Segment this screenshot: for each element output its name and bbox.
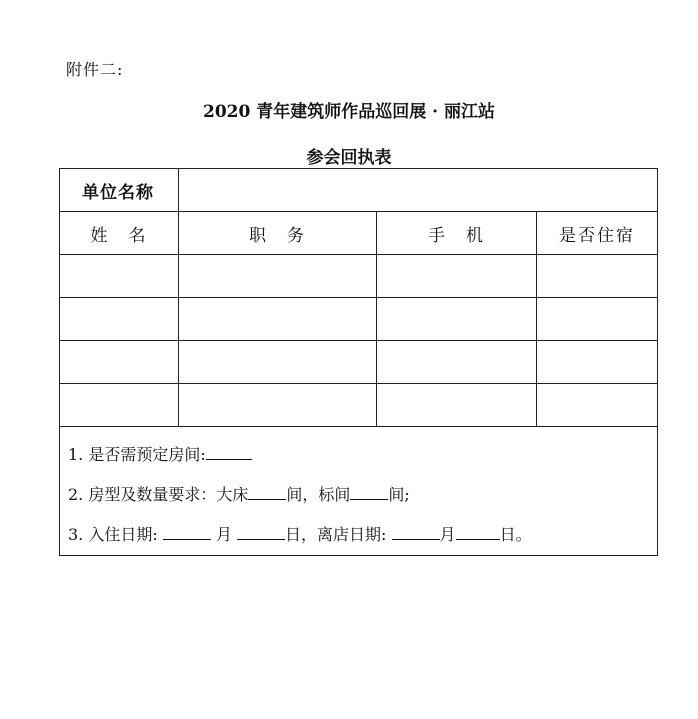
unit-name-field[interactable] — [179, 169, 658, 212]
room-type-note — [68, 475, 657, 515]
accommodation-cell[interactable] — [537, 298, 658, 341]
standard-room-label: 间，标间 — [286, 485, 351, 504]
king-room-count-blank[interactable] — [248, 485, 286, 500]
table-row — [60, 341, 658, 384]
room-booking-note — [68, 435, 657, 475]
check-out-label: 日，离店日期: — [285, 525, 387, 544]
room-unit-label: 间; — [388, 485, 410, 504]
header-name: 姓 名 — [60, 212, 179, 255]
phone-cell[interactable] — [377, 341, 537, 384]
reply-form-table — [59, 168, 658, 556]
name-cell[interactable] — [60, 384, 179, 427]
check-out-month-blank[interactable] — [392, 525, 440, 540]
position-cell[interactable] — [179, 384, 377, 427]
position-cell[interactable] — [179, 341, 377, 384]
position-cell[interactable] — [179, 255, 377, 298]
table-row — [60, 384, 658, 427]
dates-note — [68, 515, 657, 555]
accommodation-cell[interactable] — [537, 255, 658, 298]
check-out-day-blank[interactable] — [456, 525, 500, 540]
check-in-label: 3. 入住日期: — [68, 525, 158, 544]
check-out-month-label: 月 — [439, 525, 456, 544]
room-booking-label: 1. 是否需预定房间: — [68, 445, 206, 464]
room-booking-blank[interactable] — [206, 445, 252, 460]
accommodation-cell[interactable] — [537, 384, 658, 427]
check-in-month-label: 月 — [215, 525, 232, 544]
header-phone: 手 机 — [377, 212, 537, 255]
standard-room-count-blank[interactable] — [350, 485, 388, 500]
unit-name-label: 单位名称 — [60, 169, 179, 212]
form-title: 参会回执表 — [306, 148, 392, 168]
unit-row — [60, 169, 658, 212]
table-row — [60, 255, 658, 298]
accommodation-cell[interactable] — [537, 341, 658, 384]
check-out-day-label: 日。 — [499, 525, 532, 544]
table-row — [60, 298, 658, 341]
phone-cell[interactable] — [377, 384, 537, 427]
check-in-day-blank[interactable] — [237, 525, 285, 540]
name-cell[interactable] — [60, 341, 179, 384]
phone-cell[interactable] — [377, 255, 537, 298]
check-in-month-blank[interactable] — [163, 525, 211, 540]
notes-row — [60, 427, 658, 556]
attachment-label: 附件二: — [66, 60, 124, 79]
name-cell[interactable] — [60, 298, 179, 341]
position-cell[interactable] — [179, 298, 377, 341]
notes-cell — [60, 427, 658, 556]
name-cell[interactable] — [60, 255, 179, 298]
header-accommodation: 是否住宿 — [537, 212, 658, 255]
header-row — [60, 212, 658, 255]
phone-cell[interactable] — [377, 298, 537, 341]
room-type-label: 2. 房型及数量要求：大床 — [68, 485, 249, 504]
header-position: 职 务 — [179, 212, 377, 255]
page-title: 2020 青年建筑师作品巡回展 · 丽江站 — [203, 102, 495, 122]
